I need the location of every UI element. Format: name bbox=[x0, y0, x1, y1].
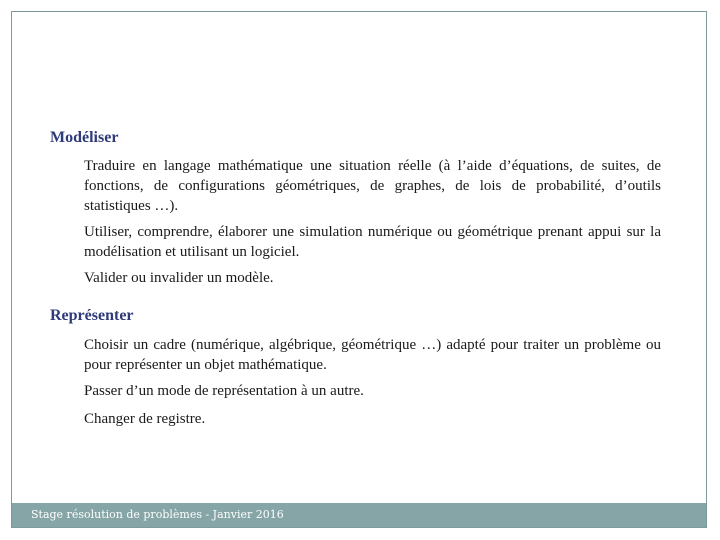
modeliser-item-validate: Valider ou invalider un modèle. bbox=[84, 270, 274, 286]
modeliser-item-simulate: Utiliser, comprendre, élaborer une simulation numérique ou géométrique prenant appui sur la modélisation et utilisant un logiciel. bbox=[84, 224, 661, 260]
modeliser-item-translate: Traduire en langage mathématique une situation réelle (à l’aide d’équations, de suites, de fonctions, de configurations géométriques, de graphes, de lois de probabilité, d’outils statistiques …). bbox=[84, 158, 661, 214]
section-heading-modeliser: Modéliser bbox=[50, 129, 119, 146]
representer-item-framework: Choisir un cadre (numérique, algébrique, géométrique …) adapté pour traiter un problème ou pour représenter un objet mathématique. bbox=[84, 337, 661, 373]
section-heading-representer: Représenter bbox=[50, 307, 134, 324]
footer-text: Stage résolution de problèmes - Janvier 2016 bbox=[31, 508, 284, 521]
representer-item-switch-mode: Passer d’un mode de représentation à un autre. bbox=[84, 383, 364, 399]
representer-item-change-register: Changer de registre. bbox=[84, 411, 206, 427]
footer-bar bbox=[12, 503, 706, 527]
